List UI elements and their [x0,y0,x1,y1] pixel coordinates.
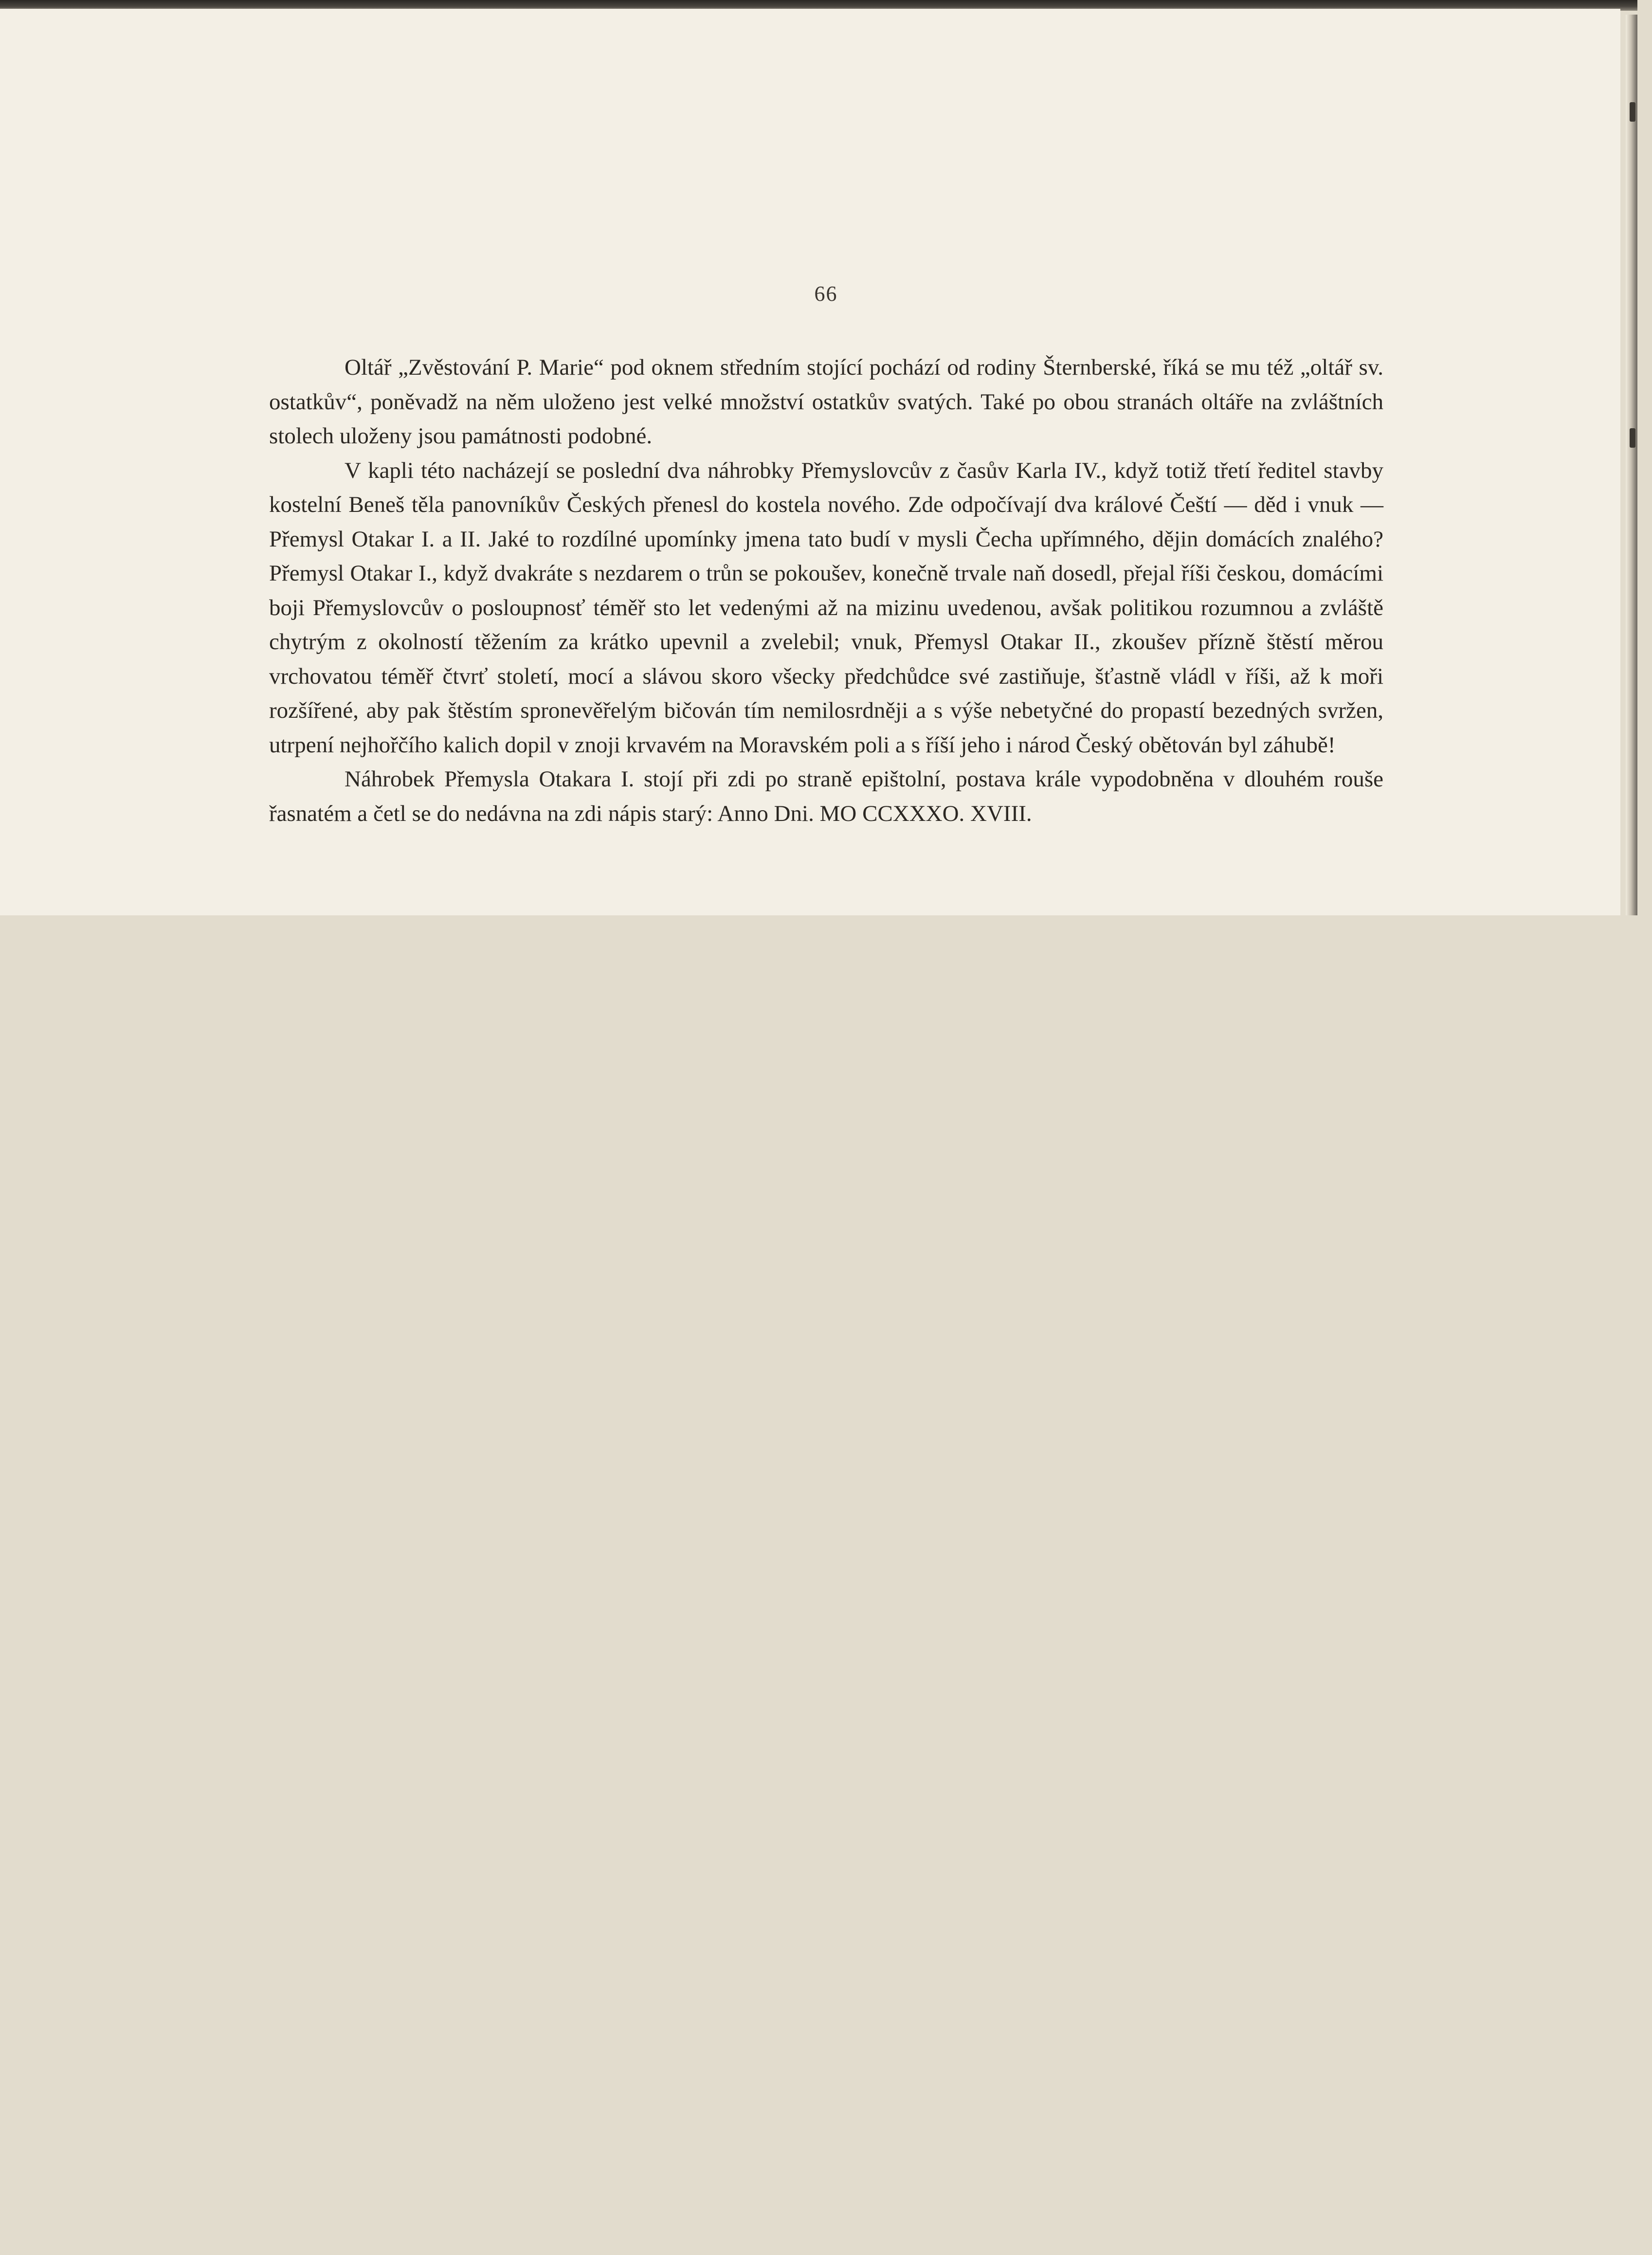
page-binding-edge [1626,15,1637,915]
page-number: 66 [814,282,838,306]
binding-mark [1630,428,1635,448]
paragraph-2: V kapli této nacházejí se poslední dva náhrobky Přemyslovcův z časův Karla IV., když totiž třetí ředitel stavby kostelní Beneš těla panovníkův Českých přenesl do kostela nového. Zde odpočívají dva králové Čeští — děd i vnuk — Přemysl Otakar I. a II. Jaké to rozdílné upomínky jmena tato budí v mysli Čecha upřímného, dějin domácích znalého? Přemysl Otakar I., když dvakráte s nezdarem o trůn se pokoušev, konečně trvale naň dosedl, přejal říši českou, domácími boji Přemyslovcův o posloupnosť téměř sto let vedenými až na mizinu uvedenou, avšak politikou rozumnou a zvláště chytrým z okolností těžením za krátko upevnil a zvelebil; vnuk, Přemysl Otakar II., zkoušev přízně štěstí měrou vrchovatou téměř čtvrť století, mocí a slávou skoro všecky předchůdce své zastiňuje, šťastně vládl v říši, až k moři rozšířené, aby pak štěstím spronevěřelým bičován tím nemilosrdněji a s výše nebetyčné do propastí bezedných svržen, utrpení nejhořčího kalich dopil v znoji krvavém na Moravském poli a s říší jeho i národ Český obětován byl záhubě! [269,457,1383,758]
paragraph-1: Oltář „Zvěstování P. Marie“ pod oknem středním stojící pochází od rodiny Šternberské, říká se mu též „oltář sv. ostatkův“, poněvadž na něm uloženo jest velké množství ostatkův svatých. Také po obou stranách oltáře na zvláštních stolech uloženy jsou památnosti podobné. [269,355,1383,449]
paragraph-3: Náhrobek Přemysla Otakara I. stojí při zdi po straně epištolní, postava krále vypodobněna v dlouhém rouše řasnatém a četl se do nedávna na zdi nápis starý: Anno Dni. MO CCXXXO. XVIII. [269,766,1383,826]
blank-lower-area [0,915,1637,2255]
book-page [0,9,1620,915]
binding-mark [1630,102,1635,122]
text-body [269,350,1383,831]
